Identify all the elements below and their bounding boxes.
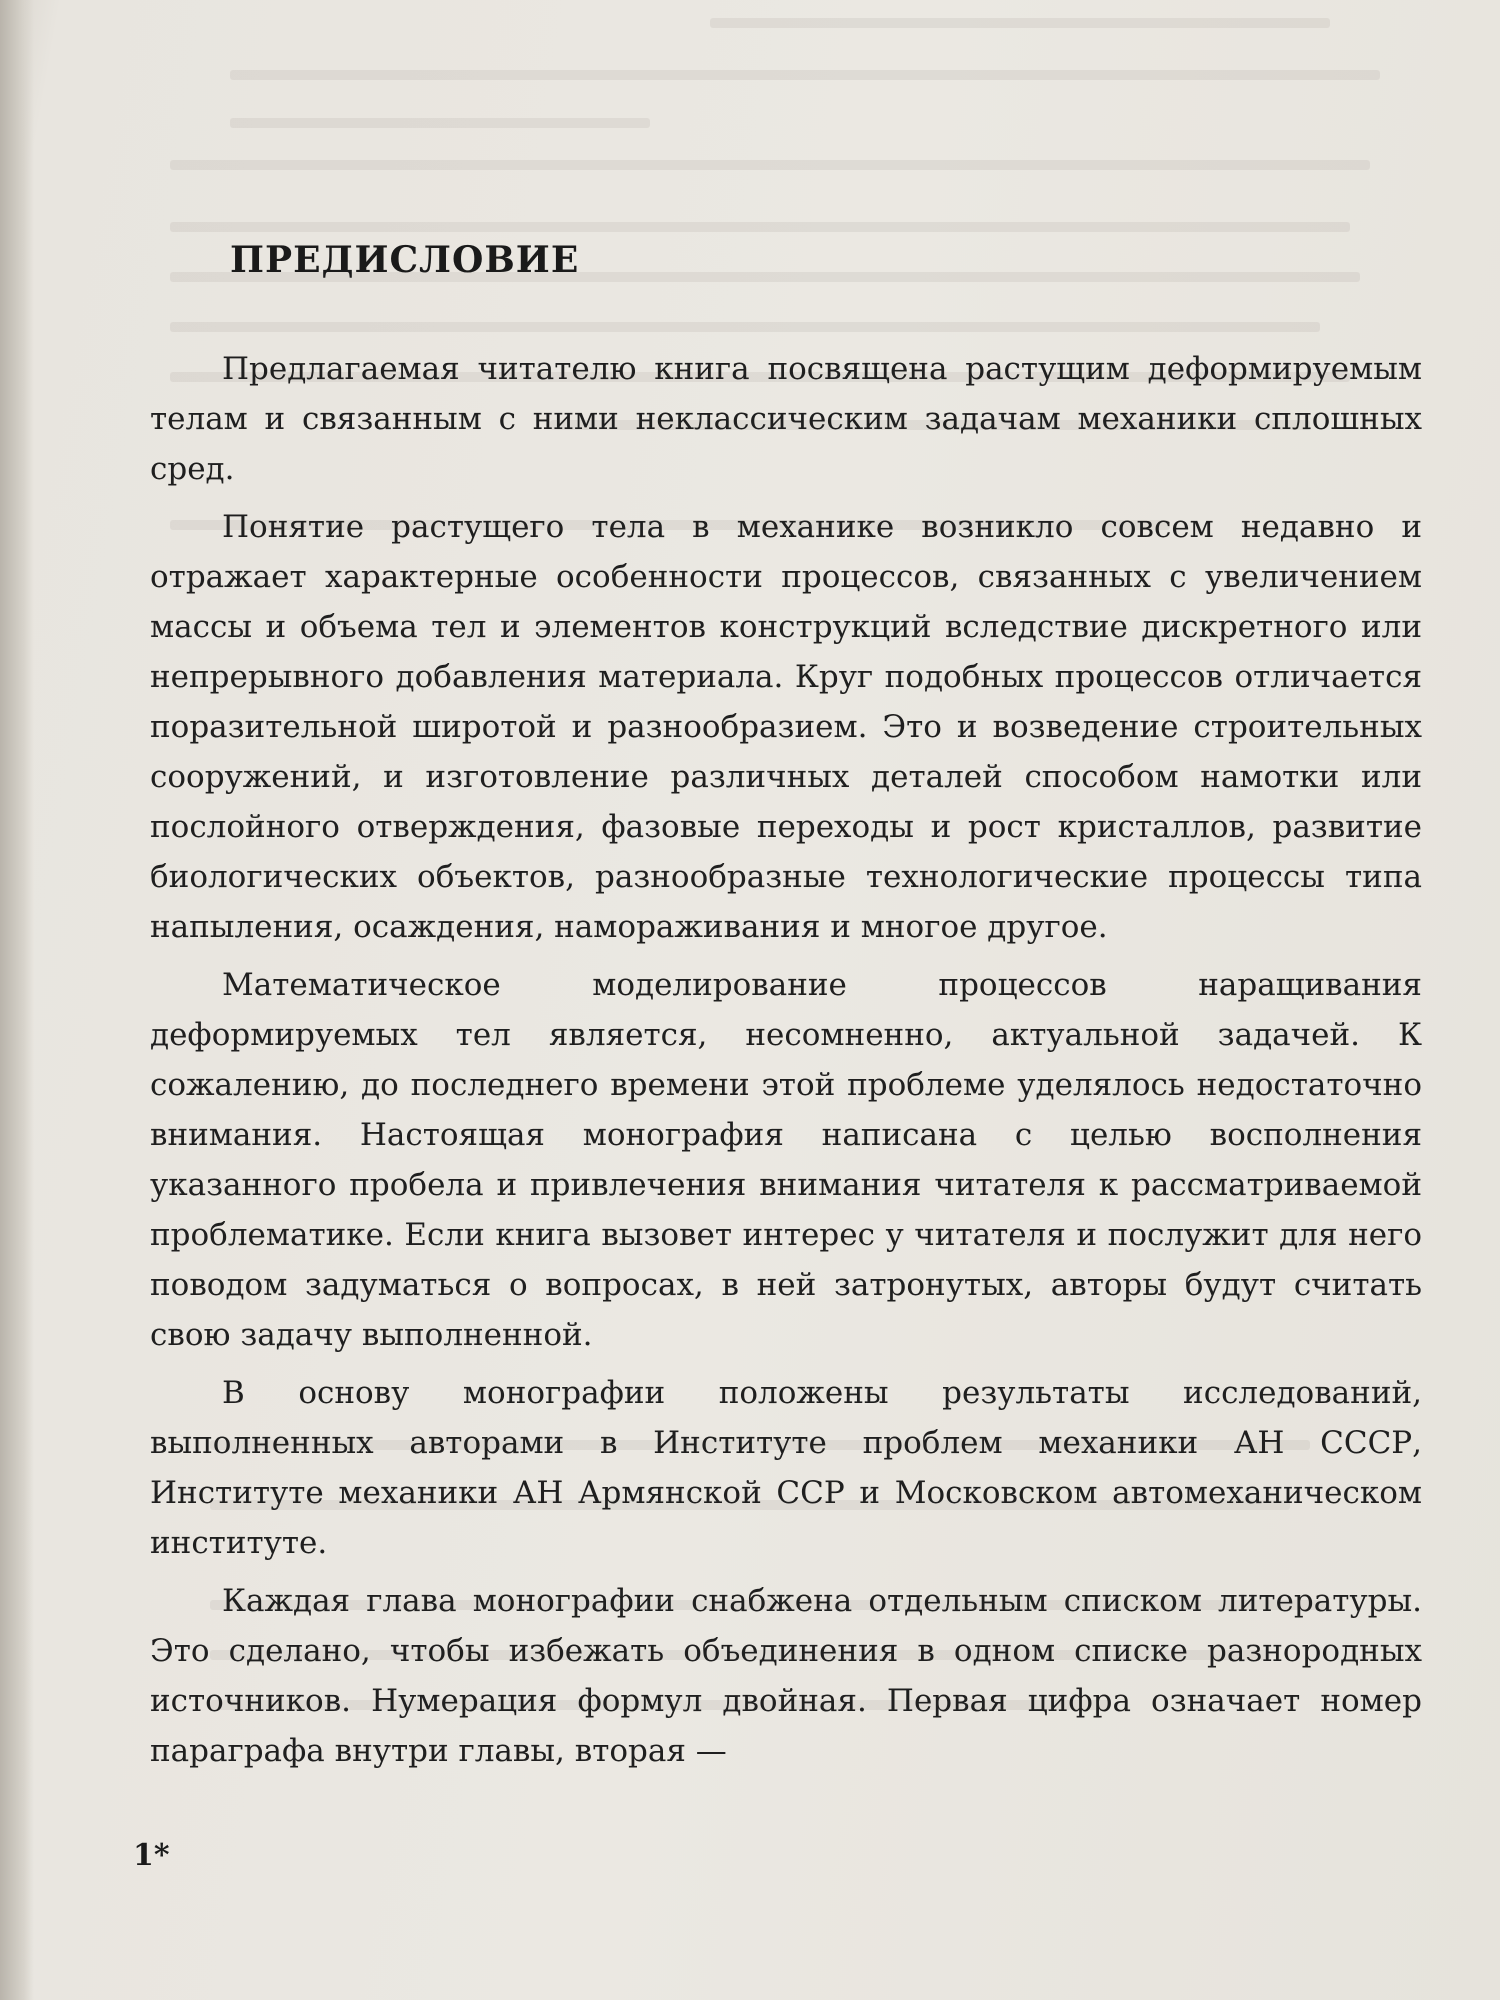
paragraph-5: Каждая глава монографии снабжена отдельным списком литературы. Это сделано, чтобы избежать объединения в одном списке разнородных источников. Нумерация формул двойная. Первая цифра означает номер параграфа внутри главы, вторая — — [150, 1583, 1422, 1769]
paragraph-2: Понятие растущего тела в механике возникло совсем недавно и отражает характерные особенности процессов, связанных с увеличением массы и объема тел и элементов конструкций вследствие дискретного или непрерывного добавления материала. Круг подобных процессов отличается поразительной широтой и разнообразием. Это и возведение строительных сооружений, и изготовление различных деталей способом намотки или послойного отверждения, фазовые переходы и рост кристаллов, развитие биологических объектов, разнообразные технологические процессы типа напыления, осаждения, намораживания и многое другое. — [150, 509, 1422, 945]
page-content — [150, 236, 1422, 1784]
paragraph-3: Математическое моделирование процессов наращивания деформируемых тел является, несомненно, актуальной задачей. К сожалению, до последнего времени этой проблеме уделялось недостаточно внимания. Настоящая монография написана с целью восполнения указанного пробела и привлечения внимания читателя к рассматриваемой проблематике. Если книга вызовет интерес у читателя и послужит для него поводом задуматься о вопросах, в ней затронутых, авторы будут считать свою задачу выполненной. — [150, 967, 1422, 1353]
page-spine-shadow — [0, 0, 34, 2000]
page-title: ПРЕДИСЛОВИЕ — [230, 239, 580, 281]
paragraph-4: В основу монографии положены результаты исследований, выполненных авторами в Институте проблем механики АН СССР, Институте механики АН Армянской ССР и Московском автомеханическом институте. — [150, 1375, 1422, 1561]
signature-mark: 1* — [133, 1838, 170, 1873]
paragraph-1: Предлагаемая читателю книга посвящена растущим деформируемым телам и связанным с ними неклассическим задачам механики сплошных сред. — [150, 351, 1422, 487]
